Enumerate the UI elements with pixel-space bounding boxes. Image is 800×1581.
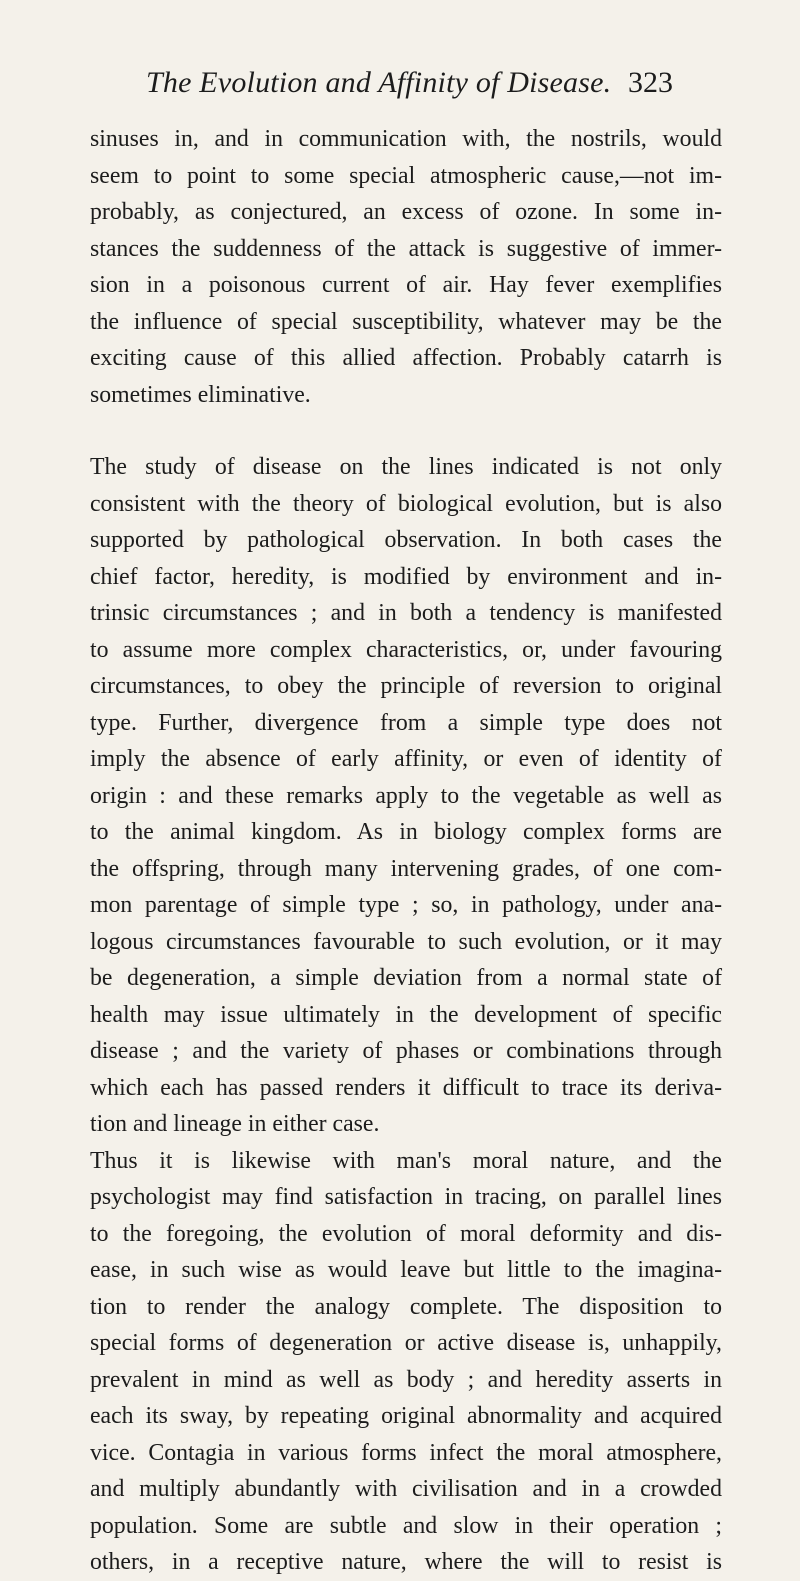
text-line: each its sway, by repeating original abnormality and acquired: [90, 1403, 722, 1429]
text-line: disease ; and the variety of phases or combinations through: [90, 1038, 722, 1064]
text-line: psychologist may find satisfaction in tracing, on parallel lines: [90, 1184, 722, 1210]
text-line: vice. Contagia in various forms infect the moral atmosphere,: [90, 1439, 722, 1466]
text-line: Thus it is likewise with man's moral nature, and the: [90, 1147, 722, 1174]
text-line: seem to point to some special atmospheric cause,—not im-: [90, 162, 722, 189]
text-line: population. Some are subtle and slow in their operation ;: [90, 1512, 722, 1539]
paragraph-2: [90, 449, 722, 1143]
text-line: The study of disease on the lines indicated is not only: [90, 454, 722, 480]
text-line: the offspring, through many intervening grades, of one com-: [90, 855, 722, 882]
text-line: sinuses in, and in communication with, the nostrils, would: [90, 126, 722, 152]
text-line: trinsic circumstances ; and in both a tendency is manifested: [90, 600, 722, 626]
text-line: and multiply abundantly with civilisation and in a crowded: [90, 1476, 722, 1502]
text-line: type. Further, divergence from a simple type does not: [90, 709, 722, 736]
text-line: others, in a receptive nature, where the will to resist is: [90, 1549, 722, 1575]
text-line: exciting cause of this allied affection. Probably catarrh is: [90, 345, 722, 371]
body-text: [90, 121, 722, 1581]
text-line: logous circumstances favourable to such evolution, or it may: [90, 928, 722, 955]
running-title: The Evolution and Affinity of Disease.: [146, 66, 612, 99]
text-line: tion and lineage in either case.: [90, 1111, 380, 1137]
text-line: health may issue ultimately in the development of specific: [90, 1001, 722, 1028]
text-line: prevalent in mind as well as body ; and heredity asserts in: [90, 1366, 722, 1393]
text-line: sion in a poisonous current of air. Hay fever exemplifies: [90, 272, 722, 298]
text-line: ease, in such wise as would leave but little to the imagina-: [90, 1257, 722, 1283]
text-line: supported by pathological observation. In both cases the: [90, 527, 722, 553]
text-line: which each has passed renders it difficult to trace its deriva-: [90, 1074, 722, 1101]
text-line: consistent with the theory of biological evolution, but is also: [90, 490, 722, 517]
text-line: imply the absence of early affinity, or even of identity of: [90, 746, 722, 772]
paragraph-3: [90, 1143, 722, 1581]
text-line: origin : and these remarks apply to the vegetable as well as: [90, 782, 722, 809]
text-line: chief factor, heredity, is modified by environment and in-: [90, 563, 722, 590]
text-line: to the animal kingdom. As in biology complex forms are: [90, 819, 722, 845]
text-line: special forms of degeneration or active disease is, unhappily,: [90, 1330, 722, 1356]
text-line: tion to render the analogy complete. The disposition to: [90, 1293, 722, 1320]
page-number: 323: [628, 66, 673, 99]
text-line: sometimes eliminative.: [90, 381, 311, 408]
text-line: probably, as conjectured, an excess of ozone. In some in-: [90, 199, 722, 225]
text-line: be degeneration, a simple deviation from a normal state of: [90, 965, 722, 991]
text-line: the influence of special susceptibility, whatever may be the: [90, 308, 722, 335]
text-line: to the foregoing, the evolution of moral deformity and dis-: [90, 1220, 722, 1247]
paragraph-1: [90, 121, 722, 413]
text-line: stances the suddenness of the attack is suggestive of immer-: [90, 235, 722, 262]
text-line: to assume more complex characteristics, or, under favouring: [90, 636, 722, 663]
page-header: [0, 66, 800, 106]
text-line: mon parentage of simple type ; so, in pathology, under ana-: [90, 892, 722, 918]
text-line: circumstances, to obey the principle of reversion to original: [90, 673, 722, 699]
